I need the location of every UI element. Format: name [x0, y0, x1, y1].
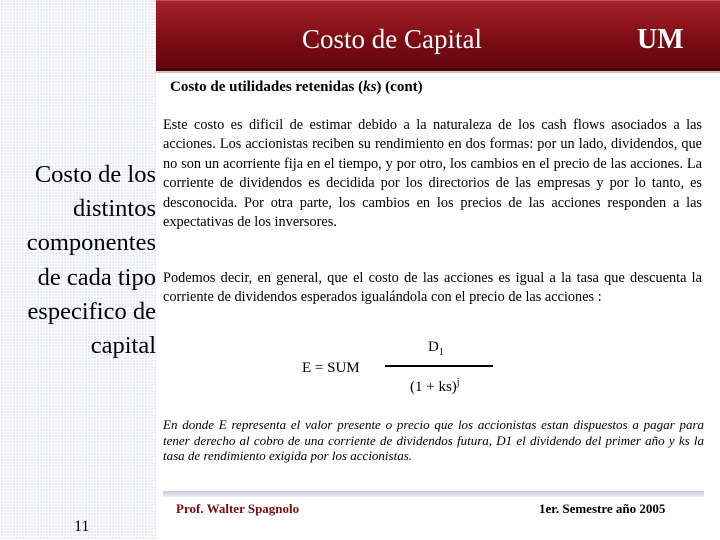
side-heading-line: Costo de los [34, 161, 156, 188]
body-paragraph-cost-estimation: Este costo es dificil de estimar debido a la naturaleza de los cash flows asociados a las acciones. Los accionistas reciben su rendimiento en dos formas: por un lado, dividendos, que no son un acorriente fija en el tiempo, y por otro, los cambios en el precio de las acciones. La corriente de dividendos es decidida por los directorios de las empresas y por lo tanto, es desconocida. Por otra parte, los cambios en los precios de las acciones responden a las expectativas de los inversores. [163, 117, 702, 231]
formula-lhs: E = SUM [302, 360, 360, 376]
side-heading-line: distintos [72, 195, 156, 223]
formula-numerator-symbol: D [428, 339, 439, 355]
side-heading-line: especifico de [27, 297, 156, 325]
subtitle-suffix: ) (cont) [376, 79, 423, 95]
subtitle-prefix: Costo de utilidades retenidas ( [170, 79, 364, 95]
formula-numerator-subscript: 1 [438, 347, 444, 358]
formula-numerator [428, 339, 444, 358]
slide-subtitle [170, 79, 423, 96]
subtitle-abbr: ks [363, 79, 377, 95]
footer-term: 1er. Semestre año 2005 [539, 501, 666, 516]
side-heading-line: de cada tipo [37, 263, 156, 291]
fraction-line [385, 365, 493, 367]
side-heading-line: capital [90, 332, 156, 360]
side-heading [0, 158, 156, 363]
formula-denominator-base: (1 + ks) [410, 379, 457, 395]
side-heading-line: componentes [26, 229, 156, 257]
formula-denominator [410, 377, 460, 396]
footer-author: Prof. Walter Spagnolo [176, 501, 300, 516]
footer-rule [163, 491, 704, 497]
formula-explanation-note: En donde E representa el valor presente o precio que los accionistas estan dispuestos a pagar para tener derecho al cobro de una corriente de dividendos futura, D1 el dividendo del primer año y ks la tasa de rendimiento exigida por los accionistas. [163, 417, 704, 463]
body-paragraph-discount-rate: Podemos decir, en general, que el costo de las acciones es igual a la tasa que descuenta la corriente de dividendos esperados igualándola con el precio de las acciones : [163, 270, 702, 306]
page-number: 11 [74, 518, 90, 535]
slide-title: Costo de Capital [302, 24, 482, 54]
um-logo: UM [637, 24, 684, 55]
formula-denominator-exponent: j [456, 377, 460, 388]
